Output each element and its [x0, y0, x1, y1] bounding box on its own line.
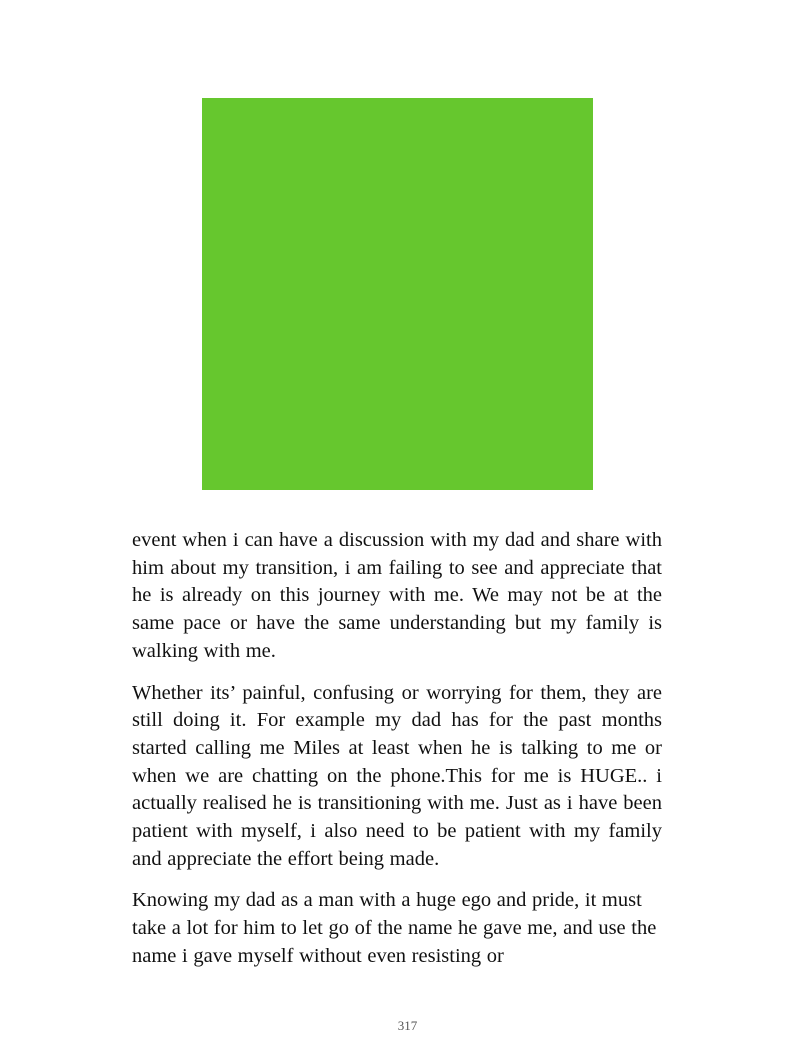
- paragraph-3: Knowing my dad as a man with a huge ego and pride, it must take a lot for him to let go of the name he gave me, and use the name i gave myself without even resisting or: [132, 889, 657, 967]
- paragraph-2: Whether its’ painful, confusing or worrying for them, they are still doing it. For example my dad has for the past months started calling me Miles at least when he is talking to me or when we are chatting on the phone.This for me is HUGE.. i actually realised he is transitioning with me. Just as i have been patient with myself, i also need to be patient with my family and appreciate the effort being made.: [132, 681, 662, 870]
- body-text: [132, 527, 662, 985]
- green-image-block: [202, 98, 593, 490]
- paragraph-1: event when i can have a discussion with my dad and share with him about my transition, i am failing to see and appreciate that he is already on this journey with me. We may not be at the same pace or have the same understanding but my family is walking with me.: [132, 529, 662, 662]
- page-number: 317: [397, 1018, 418, 1033]
